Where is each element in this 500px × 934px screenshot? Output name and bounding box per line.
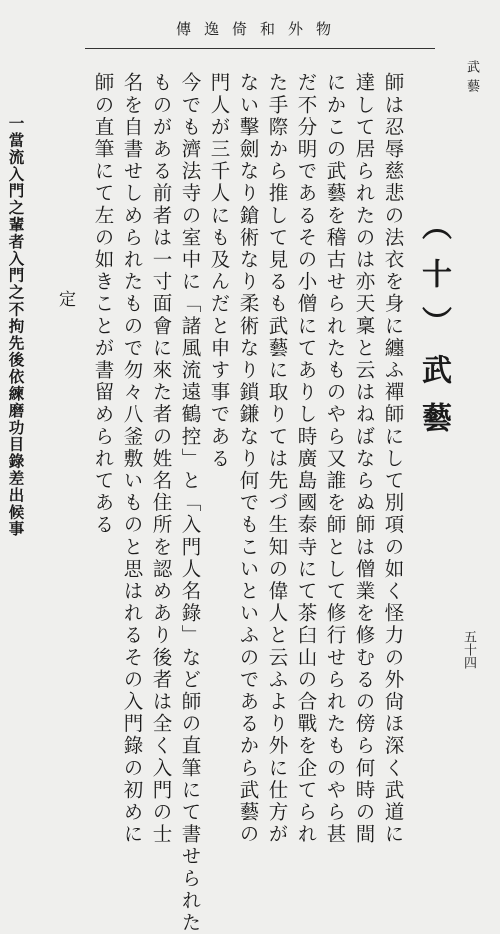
page-number: 五十四	[461, 630, 476, 669]
body-line: 達して居られたのは亦天稟と云はねばならぬ師は僧業を修むるの傍ら何時の間	[352, 72, 376, 846]
chapter-title: 武藝	[464, 60, 479, 98]
rule-text: 一當流入門之輩者入門之不拘先後依練磨功目錄差出候事	[6, 115, 26, 538]
body-line: た手際から推して見るも武藝に取りては先づ生知の偉人と云ふより外に仕方が	[265, 72, 289, 846]
body-line: 今でも濟法寺の室中に「諸風流遠鶴控」と「入門人名錄」など師の直筆にて書せられた	[178, 72, 202, 934]
sub-heading: 定	[55, 290, 75, 311]
body-line: にかこの武藝を稽古せられたものやら又誰を師として修行せられたものやら甚	[323, 72, 347, 846]
running-header: 傳逸倚和外物	[175, 20, 344, 38]
body-line: だ不分明であるその小僧にてありし時廣島國泰寺にて茶臼山の合戰を企てられ	[294, 72, 318, 846]
body-line: 師の直筆にて左の如きことが書留められてある	[91, 72, 115, 537]
body-line: 門人が三千人にも及んだと申す事である	[207, 72, 231, 470]
body-line: ない擊劍なり鎗術なり柔術なり鎖鎌なり何でもこいといふのであるから武藝の	[236, 72, 260, 846]
section-heading: （十）武藝	[416, 210, 451, 450]
body-line: 師は忍辱慈悲の法衣を身に纏ふ禪師にして別項の如く怪力の外尙ほ深く武道に	[381, 72, 405, 846]
header-rule	[85, 48, 435, 49]
body-line: 名を自書せしめられたもので勿々八釜敷いものと思はれるその入門錄の初めに	[120, 72, 144, 846]
body-line: ものがある前者は一寸面會に來た者の姓名住所を認めあり後者は全く入門の士	[149, 72, 173, 846]
